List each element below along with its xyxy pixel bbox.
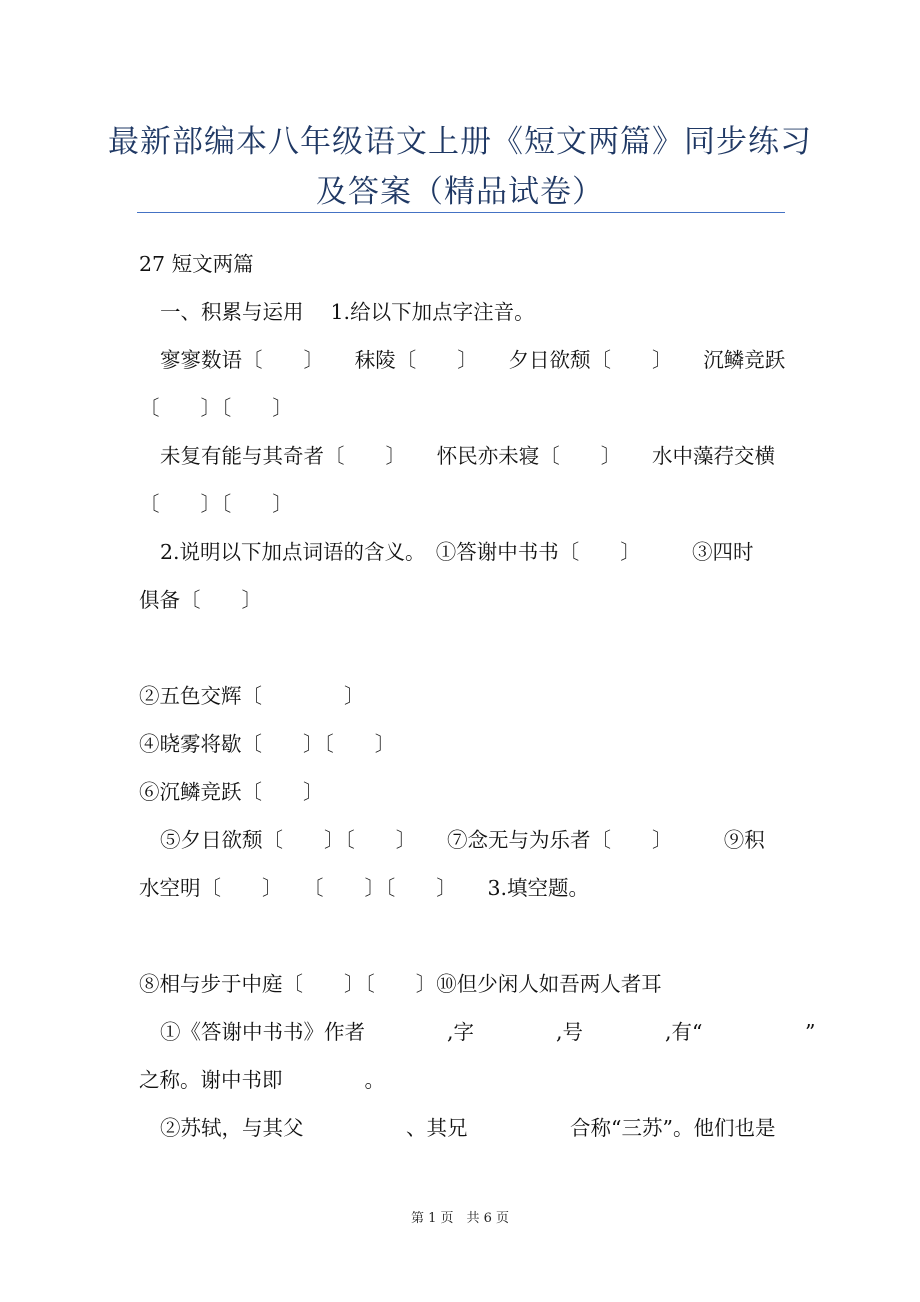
q2-item-8: ⑧相与步于中庭〔 〕〔 〕⑩但少闲人如吾两人者耳 [139,972,662,996]
lesson-heading: 27 短文两篇 [139,252,254,276]
q1-row-1-cont: 〔 〕〔 〕 [139,396,293,420]
q1-row-1: 寥寥数语〔 〕 秣陵〔 〕 夕日欲颓〔 〕 沉鳞竞跃 [160,348,786,372]
q3-fill-1: ①《答谢中书书》作者 ,字 ,号 ,有“ ” [160,1020,816,1044]
page-footer: 第 1 页 共 6 页 [410,1211,510,1226]
q2-item-5: ⑤夕日欲颓〔 〕〔 〕 ⑦念无与为乐者〔 〕 ⑨积 [160,828,765,852]
title-divider [137,212,785,213]
q2-item-6: ⑥沉鳞竞跃〔 〕 [139,780,324,804]
q2-item-2: ②五色交辉〔 〕 [139,684,365,708]
q2-item-4: ④晓雾将歇〔 〕〔 〕 [139,732,396,756]
document-title-line-2: 及答案（精品试卷） [316,174,604,210]
q2-intro-cont: 俱备〔 〕 [139,588,262,612]
q1-row-2-cont: 〔 〕〔 〕 [139,492,293,516]
q1-row-2: 未复有能与其奇者〔 〕 怀民亦未寝〔 〕 水中藻荇交横 [160,444,775,468]
q2-intro: 2.说明以下加点词语的含义。 ①答谢中书书〔 〕 ③四时 [160,540,754,564]
q2-item-5-cont: 水空明〔 〕 〔 〕〔 〕 3.填空题。 [139,876,590,900]
section-accumulation: 一、积累与运用 1.给以下加点字注音。 [160,300,535,324]
q3-fill-2: ②苏轼，与其父 、其兄 合称“三苏”。他们也是 [160,1116,776,1140]
document-title-line-1: 最新部编本八年级语文上册《短文两篇》同步练习 [108,124,812,160]
q3-fill-1-cont: 之称。谢中书即 。 [139,1068,385,1092]
